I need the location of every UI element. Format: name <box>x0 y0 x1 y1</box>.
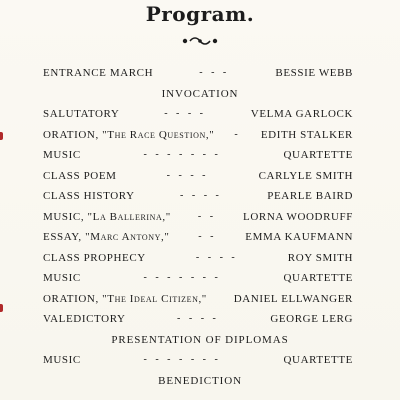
dot-leader: - - <box>198 231 217 242</box>
program-heading: INVOCATION <box>161 88 239 100</box>
program-performer: ROY SMITH <box>287 252 353 264</box>
program-item: SALUTATORY <box>43 108 120 120</box>
program-performer: QUARTETTE <box>283 354 353 366</box>
dot-leader: - - - <box>199 67 230 78</box>
program-performer: EDITH STALKER <box>260 129 353 141</box>
program-performer: VELMA GARLOCK <box>250 108 353 120</box>
program-row <box>43 107 353 121</box>
program-performer: BESSIE WEBB <box>275 67 353 79</box>
dot-leader: - - - - <box>166 170 209 181</box>
program-performer: PEARLE BAIRD <box>267 190 353 202</box>
program-item: MUSIC <box>43 149 81 161</box>
program-item: ESSAY, "Marc Antony," <box>43 231 170 243</box>
program-performer: EMMA KAUFMANN <box>245 231 353 243</box>
scroll-flourish-icon <box>0 36 400 46</box>
program-row <box>43 292 353 306</box>
dot-leader: - - - - <box>164 108 207 119</box>
program-row <box>43 128 353 142</box>
program-heading: BENEDICTION <box>158 375 242 387</box>
program-row <box>43 230 353 244</box>
program-performer: LORNA WOODRUFF <box>243 211 353 223</box>
dot-leader: - - <box>197 211 217 222</box>
program-item: MUSIC, "La Ballerina," <box>43 211 171 223</box>
edge-mark-bottom <box>0 304 3 312</box>
program-row <box>43 66 353 80</box>
program-item: CLASS PROPHECY <box>43 252 146 264</box>
program-item: ORATION, "The Ideal Citizen," <box>43 293 207 305</box>
program-item: MUSIC <box>43 354 81 366</box>
page-title: Program. <box>145 2 255 26</box>
dot-leader: - - - - <box>177 313 219 324</box>
program-performer: CARLYLE SMITH <box>258 170 353 182</box>
dot-leader: - - - - <box>195 252 238 263</box>
program-row <box>43 353 353 367</box>
program-row <box>43 251 353 265</box>
program-row <box>43 169 353 183</box>
program-item: ORATION, "The Race Question," <box>43 129 215 141</box>
program-item: VALEDICTORY <box>43 313 126 325</box>
edge-mark-top <box>0 132 3 140</box>
program-item: CLASS POEM <box>43 170 117 182</box>
program-item: CLASS HISTORY <box>43 190 135 202</box>
program-row <box>43 189 353 203</box>
program-row <box>43 148 353 162</box>
program-performer: DANIEL ELLWANGER <box>233 293 353 305</box>
dot-leader: - <box>234 129 241 140</box>
program-performer: QUARTETTE <box>283 272 353 284</box>
program-performer: GEORGE LERG <box>270 313 353 325</box>
program-row <box>43 210 353 224</box>
dot-leader: - - - - - - - <box>143 272 221 283</box>
program-heading: PRESENTATION OF DIPLOMAS <box>111 334 289 346</box>
dot-leader: - - - - - - - <box>143 354 221 365</box>
program-item: ENTRANCE MARCH <box>43 67 154 79</box>
dot-leader: - - - - <box>180 190 222 201</box>
program-performer: QUARTETTE <box>283 149 353 161</box>
dot-leader: - - - - - - - <box>143 149 221 160</box>
program-item: MUSIC <box>43 272 81 284</box>
program-row <box>43 271 353 285</box>
program-row <box>43 312 353 326</box>
